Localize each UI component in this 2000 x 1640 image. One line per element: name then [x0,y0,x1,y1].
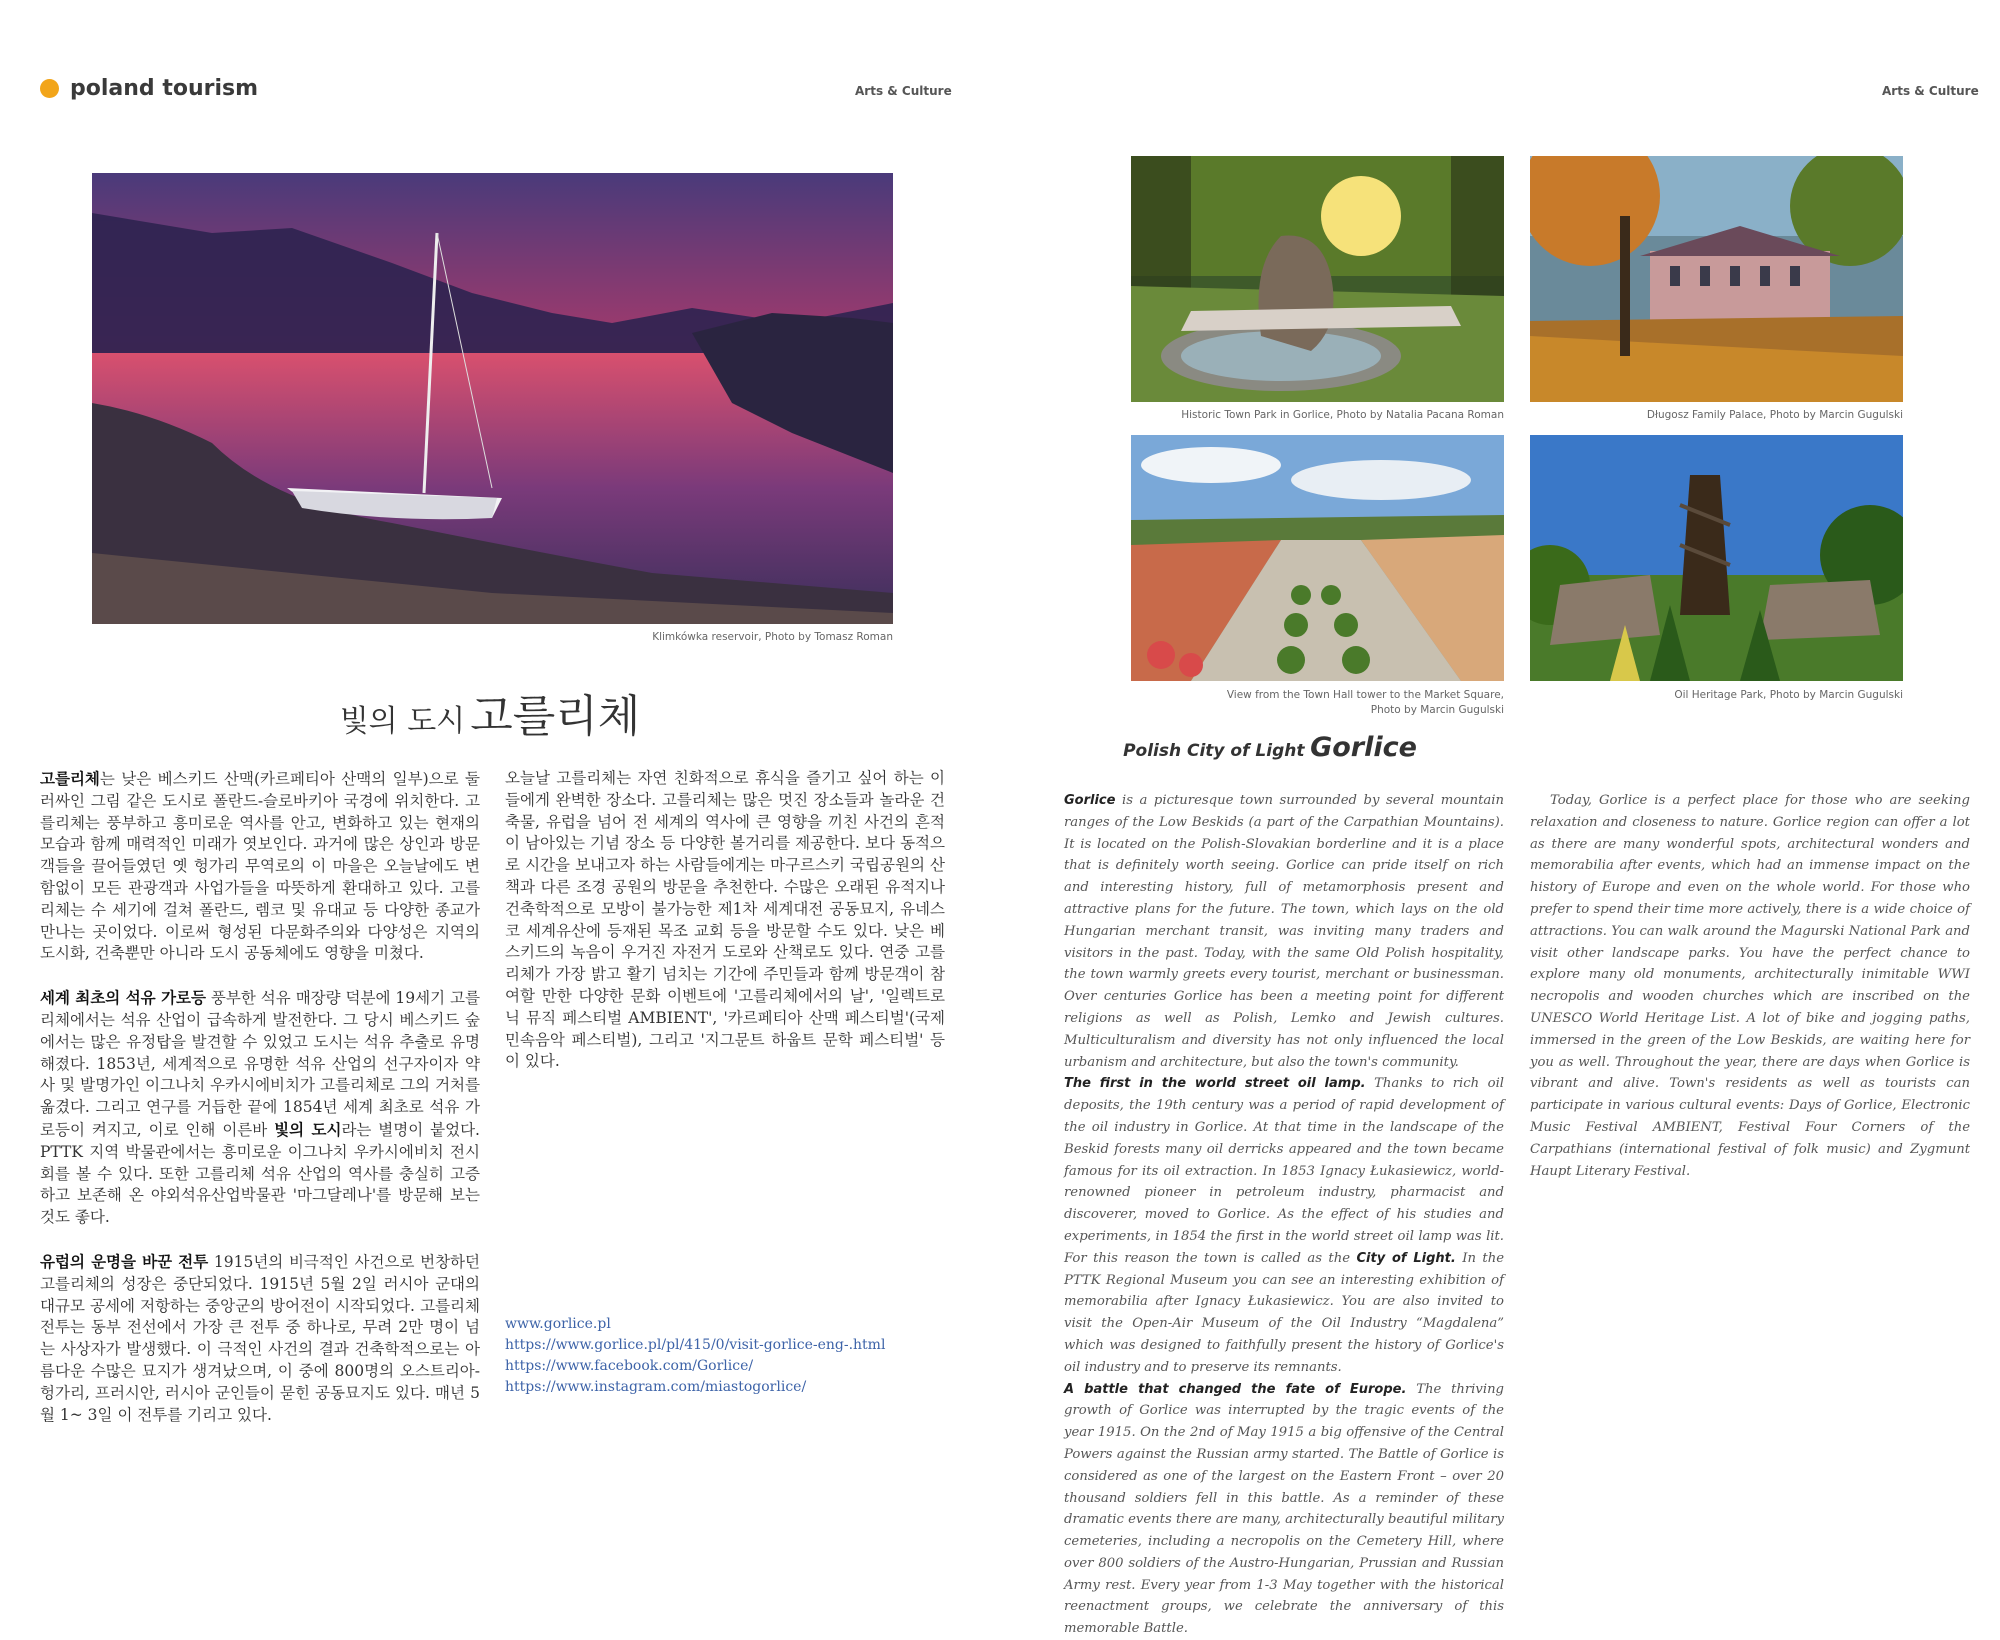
korean-title-large: 고를리체 [470,691,641,742]
english-intro-lead: Gorlice [1064,793,1116,808]
korean-battle-lead: 유럽의 운명을 바꾼 전투 [40,1251,209,1271]
korean-city-of-light: 빛의 도시 [274,1119,342,1139]
korean-oil-lamp-text-a: 풍부한 석유 매장량 덕분에 19세기 고를리체에서는 석유 산업이 급속하게 발전한다. 그 당시 베스키드 숲에서는 많은 유정탑을 발견할 수 있었고 도시는 석유 추출로 유명해졌다. 1853년, 세계적으로 유명한 석유 산업의 선구자이자 약사 및 발명가인 이그나치 우카시에비치가 고를리체로 그의 거처를 옮겼다. 그리고 연구를 거듭한 끝에 1854년 세계 최초로 석유 가로등이 켜지고, 이로 인해 이른바 [40,989,480,1139]
market-square-caption [1131,688,1504,718]
english-title [1060,732,1480,763]
section-label-left: Arts & Culture [855,84,952,98]
brand-name: poland tourism [70,76,259,101]
korean-intro-text: 는 낮은 베스키드 산맥(카르페티아 산맥의 일부)으로 둘러싸인 그림 같은 도시로 폴란드-슬로바키아 국경에 위치한다. 고를리체는 풍부하고 흥미로운 역사를 안고, 변화하고 있는 현재의 모습과 함께 매력적인 미래가 엿보인다. 과거에 많은 상인과 방문객들을 끌어들였던 옛 헝가리 무역로의 이 마을은 오늘날에도 변함없이 모든 관광객과 사업가들을 따뜻하게 환대하고 있다. 고를리체는 수 세기에 걸쳐 폴란드, 렘코 및 유대교 등 다양한 종교가 만나는 곳이었다. 이로써 형성된 다문화주의와 다양성은 지역의 도시화, 건축뿐만 아니라 도시 공동체에도 영향을 미쳤다. [40,770,480,963]
reservoir-photo [92,173,893,624]
korean-title-small: 빛의 도시 [339,704,466,739]
korean-oil-lamp-text-b: 라는 별명이 붙었다. PTTK 지역 박물관에서는 흥미로운 이그나치 우카시에비치 전시회를 볼 수 있다. 또한 고를리체 석유 산업의 역사를 충실히 고증하고 보존해 온 야외석유산업박물관 '마그달레나'를 방문해 보는 것도 좋다. [40,1120,480,1227]
palace-caption: Długosz Family Palace, Photo by Marcin Gugulski [1646,409,1903,421]
korean-battle-paragraph [40,1251,480,1426]
english-city-of-light: City of Light. [1356,1250,1456,1266]
korean-battle-text: 1915년의 비극적인 사건으로 번창하던 고를리체의 성장은 중단되었다. 1915년 5월 2일 러시아 군대의 대규모 공세에 저항하는 중앙군의 방어전이 시작되었다. 고를리체 전투는 동부 전선에서 가장 큰 전투 중 하나로, 무려 2만 명이 넘는 사상자가 발생했다. 이 극적인 사건의 결과 건축학적으로는 아름다운 수많은 묘지가 생겨났으며, 이 중에 800명의 오스트리아-헝가리, 프러시안, 러시아 군인들이 묻힌 공동묘지도 있다. 매년 5월 1~ 3일 이 전투를 기리고 있다. [40,1252,481,1424]
section-label-right: Arts & Culture [1882,84,1979,98]
korean-oil-lamp-lead: 세계 최초의 석유 가로등 [40,988,206,1008]
reservoir-caption: Klimkówka reservoir, Photo by Tomasz Roman [652,631,893,643]
english-battle-text: The thriving growth of Gorlice was interrupted by the tragic events of the year 1915. On the 2nd of May 1915 a big offensive of the Central Powers against the Russian army started. The Battle of Gorlice is considered as one of the largest on the Eastern Front – over 20 thousand soldiers fell in this battle. As a reminder of these dramatic events there are many, architecturally beautiful military cemeteries, including a necropolis on the Cemetery Hill, where over 800 soldiers of the Austro-Hungarian, Prussian and Russian Army rest. Every year from 1-3 May together with the historical reenactment groups, we celebrate the anniversary of this memorable Battle. [1064,1381,1505,1637]
market-square-caption-line2: Photo by Marcin Gugulski [1370,704,1504,716]
oil-heritage-caption: Oil Heritage Park, Photo by Marcin Gugulski [1674,689,1903,701]
english-oil-lamp-text-b: In the PTTK Regional Museum you can see an interesting exhibition of memorabilia after Ignacy Łukasiewicz. You are also invited to visit the Open-Air Museum of the Oil Industry “Magdalena” which was designed to faithfully present the history of Gorlice's oil industry and to preserve its remnants. [1064,1250,1505,1375]
english-oil-lamp-paragraph [1064,1073,1504,1378]
korean-title [90,680,890,744]
korean-today-paragraph: 오늘날 고를리체는 자연 친화적으로 휴식을 즐기고 싶어 하는 이들에게 완벽한 장소다. 고를리체는 많은 멋진 장소들과 놀라운 건축물, 유럽을 넘어 전 세계의 역사에 큰 영향을 끼친 사건의 흔적이 남아있는 기념 장소 등 다양한 볼거리를 제공한다. 보다 동적으로 시간을 보내고자 하는 사람들에게는 마구르스키 국립공원의 산책과 다른 조경 공원의 방문을 추천한다. 수많은 오래된 유적지나 건축학적으로 모방이 불가능한 제1차 세계대전 공동묘지, 유네스코 세계유산에 등재된 목조 교회 등을 방문할 수도 있다. 낮은 베스키드의 녹음이 우거진 자전거 도로와 산책로도 있다. 연중 고를리체가 가장 밝고 활기 넘치는 기간에 주민들과 함께 방문객이 참여할 만한 다양한 문화 이벤트에 '고를리체에서의 날', '일렉트로닉 뮤직 페스티벌 AMBIENT', '카르페티아 산맥 페스티벌'(국제민속음악 페스티벌), 그리고 '지그문트 하웁트 문학 페스티벌' 등이 있다. [505,769,945,1071]
link-facebook[interactable]: https://www.facebook.com/Gorlice/ [505,1358,754,1374]
english-oil-lamp-text-a: Thanks to rich oil deposits, the 19th century was a period of rapid development of the oil industry in Gorlice. At that time in the landscape of the Beskid forests many oil derricks appeared and the town became famous for its oil extraction. In 1853 Ignacy Łukasiewicz, world-renowned pioneer in petroleum industry, pharmacist and discoverer, moved to Gorlice. As the effect of his studies and experiments, in 1854 the first in the world street oil lamp was lit. For this reason the town is called as the [1064,1076,1505,1266]
korean-column-2 [505,768,945,1073]
english-oil-lamp-lead: The first in the world street oil lamp. [1064,1076,1366,1092]
town-park-photo [1131,156,1504,402]
market-square-caption-line1: View from the Town Hall tower to the Market Square, [1226,689,1504,701]
english-today-paragraph: Today, Gorlice is a perfect place for those who are seeking relaxation and closeness to nature. Gorlice region can offer a lot as there are many wonderful spots, architectural wonders and memorabilia after events, which had an immense impact on the history of Europe and even on the whole world. For those who prefer to spend their time more actively, there is a wide choice of attractions. You can walk around the Magurski National Park and visit other landscape parks. You have the perfect chance to explore many old monuments, architecturally inimitable WWI necropolis and wooden churches which are inscribed on the UNESCO World Heritage List. A lot of bike and jogging paths, immersed in the green of the Low Beskids, are waiting here for you as well. Throughout the year, there are days when Gorlice is vibrant and alive. Town's residents as well as tourists can participate in various cultural events: Days of Gorlice, Electronic Music Festival AMBIENT, Festival Four Corners of the Carpathians (international festival of folk music) and Zygmunt Haupt Literary Festival. [1530,793,1970,1179]
link-instagram[interactable]: https://www.instagram.com/miastogorlice/ [505,1379,807,1395]
korean-oil-lamp-paragraph [40,987,480,1229]
korean-intro-paragraph [40,768,480,965]
oil-heritage-photo [1530,435,1903,681]
link-visit-page[interactable]: https://www.gorlice.pl/pl/415/0/visit-gorlice-eng-.html [505,1337,886,1353]
english-column-2 [1530,790,1970,1182]
link-website[interactable]: www.gorlice.pl [505,1316,611,1332]
english-title-small: Polish City of Light [1123,741,1305,761]
palace-photo [1530,156,1903,402]
english-intro-text: is a picturesque town surrounded by several mountain ranges of the Low Beskids (a part of the Carpathian Mountains). It is located on the Polish-Slovakian borderline and it is a place that is definitely worth seeing. Gorlice can pride itself on rich and interesting history, full of metamorphosis present and attractive plans for the future. The town, which lays on the old Hungarian merchant transit, was inviting many traders and visitors in the past. Today, with the same Old Polish hospitality, the town warmly greets every tourist, merchant or businessman. Over centuries Gorlice has been a meeting point for different religions as well as Polish, Lemko and Jewish cultures. Multiculturalism and diversity has not only influenced the local urbanism and architecture, but also the town's community. [1064,793,1504,1070]
market-square-photo [1131,435,1504,681]
korean-intro-lead: 고를리체 [40,769,100,788]
english-battle-paragraph [1064,1379,1504,1640]
brand [40,76,258,101]
english-battle-lead: A battle that changed the fate of Europe. [1064,1381,1407,1397]
town-park-caption: Historic Town Park in Gorlice, Photo by Natalia Pacana Roman [1181,409,1504,421]
english-intro-paragraph [1064,790,1504,1073]
brand-dot-icon [40,79,59,98]
english-column-1 [1064,790,1504,1640]
korean-column-1 [40,768,480,1426]
english-title-large: Gorlice [1310,732,1417,763]
links-list [505,1314,885,1398]
